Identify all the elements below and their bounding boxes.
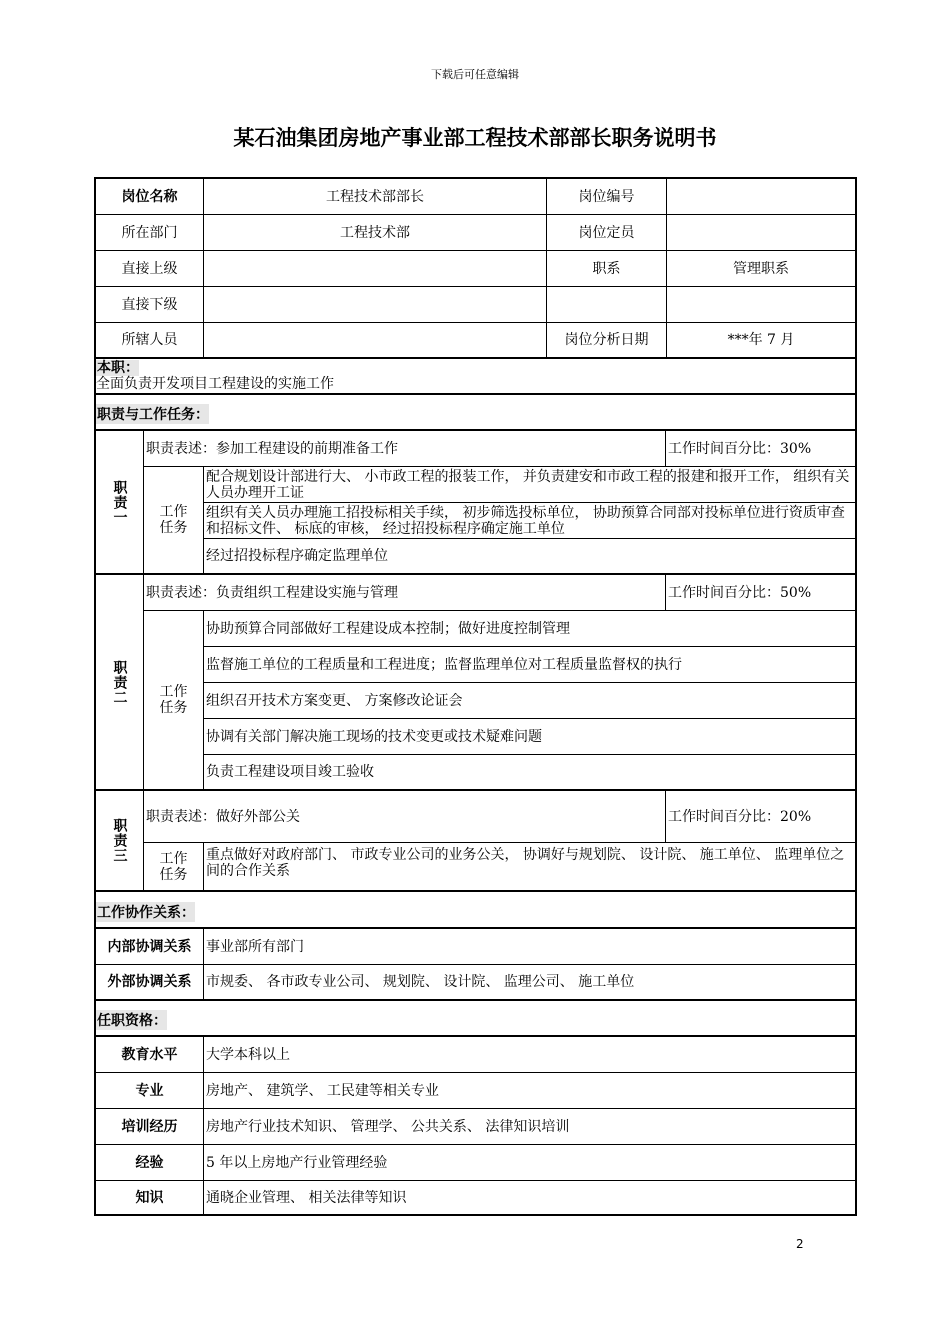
headcount-label: 岗位定员 bbox=[547, 215, 667, 251]
duty-label: 本职： bbox=[97, 360, 139, 376]
education-label: 教育水平 bbox=[96, 1037, 204, 1073]
responsibility-1-task-label bbox=[144, 467, 204, 575]
superior-value bbox=[204, 251, 547, 287]
responsibility-3-description: 职责表述：做好外部公关 bbox=[144, 791, 666, 843]
cooperation-label: 工作协作关系： bbox=[96, 902, 195, 922]
position-no-value bbox=[667, 179, 855, 215]
responsibility-2-name bbox=[96, 575, 144, 791]
responsibility-3-time: 工作时间百分比：20% bbox=[666, 791, 855, 843]
qualification-label: 任职资格： bbox=[96, 1010, 167, 1030]
subordinate-value bbox=[204, 287, 547, 323]
task-label-text: 工作任务 bbox=[159, 684, 188, 716]
knowledge-value: 通晓企业管理、 相关法律等知识 bbox=[206, 1189, 407, 1206]
responsibility-1-task-2: 组织有关人员办理施工招投标相关手续， 初步筛选投标单位， 协助预算合同部对投标单位进行资质审查和招标文件、 标底的审核， 经过招投标程序确定施工单位 bbox=[204, 503, 855, 539]
internal-coordination-value: 事业部所有部门 bbox=[204, 929, 855, 965]
staff-value bbox=[204, 323, 547, 359]
major-label: 专业 bbox=[96, 1073, 204, 1109]
responsibility-name-text: 职责二 bbox=[111, 659, 128, 705]
responsibility-2-task-3: 组织召开技术方案变更、 方案修改论证会 bbox=[204, 683, 855, 719]
series-label: 职系 bbox=[547, 251, 667, 287]
position-name-value: 工程技术部部长 bbox=[204, 179, 547, 215]
external-coordination-label: 外部协调关系 bbox=[96, 965, 204, 1001]
empty-cell bbox=[547, 287, 667, 323]
responsibility-name-text: 职责一 bbox=[111, 479, 128, 525]
responsibility-2-task-label bbox=[144, 611, 204, 791]
subordinate-label: 直接下级 bbox=[96, 287, 204, 323]
major-value: 房地产、 建筑学、 工民建等相关专业 bbox=[204, 1073, 855, 1109]
responsibility-1-name bbox=[96, 431, 144, 575]
analysis-date-label: 岗位分析日期 bbox=[547, 323, 667, 359]
staff-label: 所辖人员 bbox=[96, 323, 204, 359]
knowledge-label: 知识 bbox=[96, 1181, 204, 1214]
responsibilities-label: 职责与工作任务： bbox=[96, 404, 209, 424]
headcount-value bbox=[667, 215, 855, 251]
task-label-text: 工作任务 bbox=[159, 850, 188, 883]
experience-value: 5 年以上房地产行业管理经验 bbox=[204, 1145, 855, 1181]
cooperation-header bbox=[96, 892, 855, 929]
responsibility-2-description: 职责表述：负责组织工程建设实施与管理 bbox=[144, 575, 666, 611]
training-label: 培训经历 bbox=[96, 1109, 204, 1145]
responsibility-3-task-1: 重点做好对政府部门、 市政专业公司的业务公关， 协调好与规划院、 设计院、 施工单位、 监理单位之间的合作关系 bbox=[204, 843, 855, 892]
internal-coordination-label: 内部协调关系 bbox=[96, 929, 204, 965]
responsibility-1-task-1: 配合规划设计部进行大、 小市政工程的报装工作， 并负责建安和市政工程的报建和报开工作， 组织有关人员办理开工证 bbox=[204, 467, 855, 503]
empty-cell bbox=[667, 287, 855, 323]
dept-value: 工程技术部 bbox=[204, 215, 547, 251]
responsibility-1-description: 职责表述：参加工程建设的前期准备工作 bbox=[144, 431, 666, 467]
position-name-label: 岗位名称 bbox=[96, 179, 204, 215]
responsibility-3-task-label bbox=[144, 843, 204, 892]
responsibility-1-time: 工作时间百分比：30% bbox=[666, 431, 855, 467]
responsibility-2-task-2: 监督施工单位的工程质量和工程进度；监督监理单位对工程质量监督权的执行 bbox=[204, 647, 855, 683]
analysis-date-value: ***年 7 月 bbox=[667, 323, 855, 359]
responsibility-name-text: 职责三 bbox=[111, 818, 128, 863]
duty-text: 全面负责开发项目工程建设的实施工作 bbox=[96, 376, 334, 392]
experience-label: 经验 bbox=[96, 1145, 204, 1181]
responsibility-1-task-3: 经过招投标程序确定监理单位 bbox=[204, 539, 855, 575]
responsibilities-header bbox=[96, 395, 855, 431]
task-label-text: 工作任务 bbox=[159, 504, 188, 536]
duty-section bbox=[96, 359, 855, 395]
responsibility-2-task-5: 负责工程建设项目竣工验收 bbox=[204, 755, 855, 791]
external-coordination-value: 市规委、 各市政专业公司、 规划院、 设计院、 监理公司、 施工单位 bbox=[204, 965, 855, 1001]
job-description-form bbox=[94, 177, 857, 1216]
responsibility-2-time: 工作时间百分比：50% bbox=[666, 575, 855, 611]
responsibility-3-name bbox=[96, 791, 144, 892]
page-title: 某石油集团房地产事业部工程技术部部长职务说明书 bbox=[233, 126, 717, 150]
position-no-label: 岗位编号 bbox=[547, 179, 667, 215]
training-value: 房地产行业技术知识、 管理学、 公共关系、 法律知识培训 bbox=[204, 1109, 855, 1145]
series-value: 管理职系 bbox=[667, 251, 855, 287]
education-value: 大学本科以上 bbox=[204, 1037, 855, 1073]
superior-label: 直接上级 bbox=[96, 251, 204, 287]
responsibility-2-task-1: 协助预算合同部做好工程建设成本控制；做好进度控制管理 bbox=[204, 611, 855, 647]
dept-label: 所在部门 bbox=[96, 215, 204, 251]
header-note: 下载后可任意编辑 bbox=[431, 68, 519, 81]
qualification-header bbox=[96, 1001, 855, 1037]
responsibility-2-task-4: 协调有关部门解决施工现场的技术变更或技术疑难问题 bbox=[204, 719, 855, 755]
page-number: 2 bbox=[796, 1237, 804, 1251]
